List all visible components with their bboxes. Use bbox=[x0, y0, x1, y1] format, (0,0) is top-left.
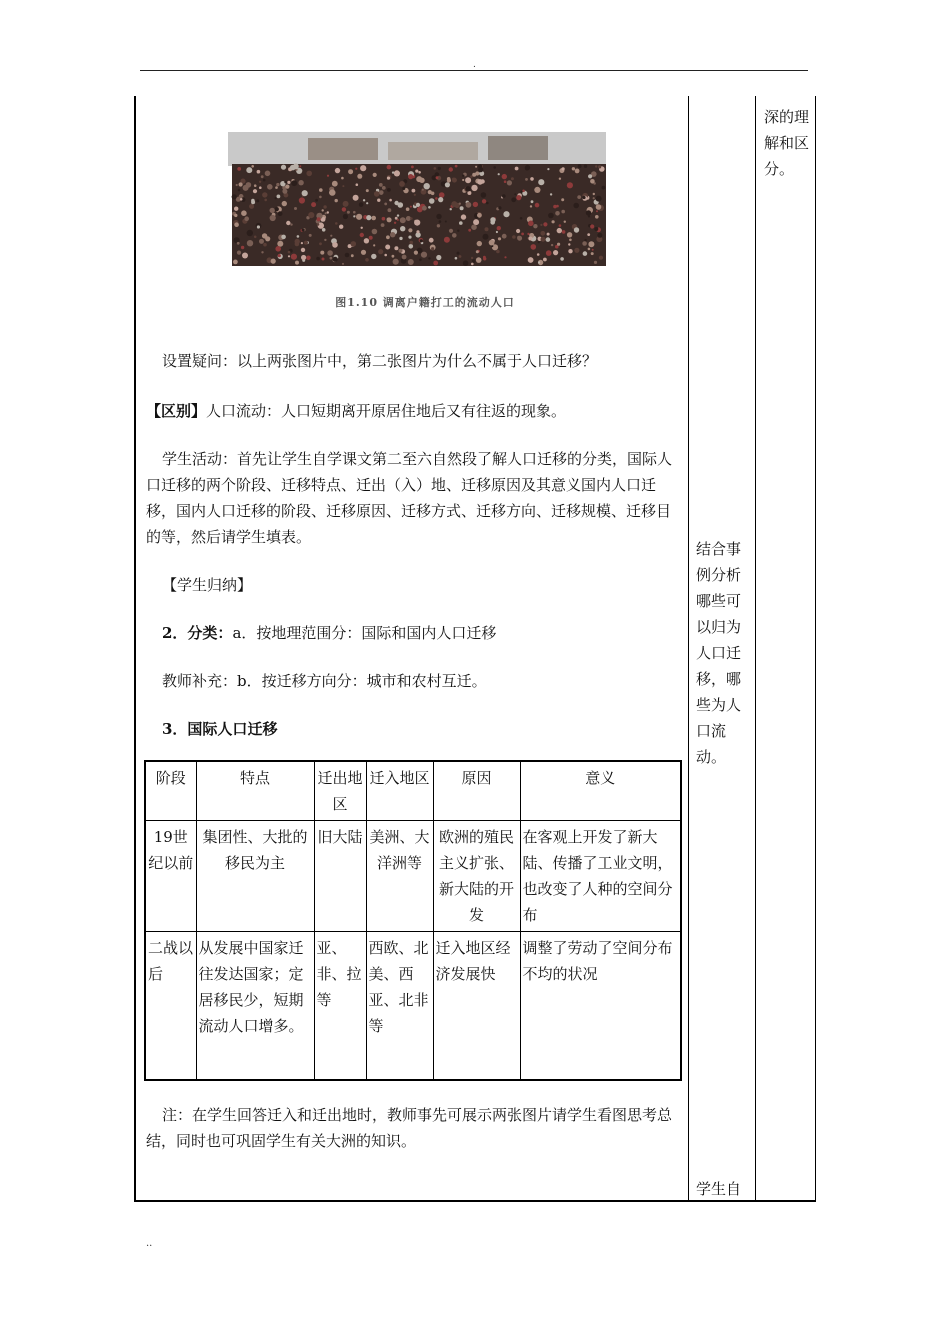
classification-paragraph bbox=[146, 620, 684, 646]
side-note-right-top: 深的理解和区分。 bbox=[764, 108, 810, 178]
distinction-label: 【区别】 bbox=[146, 402, 207, 420]
cell-destination: 西欧、北美、西亚、北非等 bbox=[366, 932, 433, 1080]
cell-features: 从发展中国家迁往发达国家；定居移民少，短期流动人口增多。 bbox=[196, 932, 314, 1080]
side-note-middle-bottom: 学生自 bbox=[696, 1180, 742, 1198]
question-paragraph: 设置疑问：以上两张图片中，第二张图片为什么不属于人口迁移？ bbox=[162, 352, 598, 370]
cell-significance: 调整了劳动了空间分布不均的状况 bbox=[520, 932, 681, 1080]
cell-destination: 美洲、大洋洲等 bbox=[366, 821, 433, 932]
header-stage: 阶段 bbox=[145, 761, 196, 821]
cell-origin: 旧大陆 bbox=[314, 821, 366, 932]
international-migration-table bbox=[144, 760, 682, 1081]
cell-stage: 19世纪以前 bbox=[145, 821, 196, 932]
photo-caption: 图1.10 调离户籍打工的流动人口 bbox=[335, 296, 515, 309]
side-note-middle: 结合事例分析哪些可以归为人口迁移，哪些为人口流动。 bbox=[696, 540, 742, 766]
cell-cause: 欧洲的殖民主义扩张、新大陆的开发 bbox=[433, 821, 520, 932]
classification-label: 2．分类： bbox=[162, 624, 233, 642]
table-row bbox=[145, 932, 681, 1080]
header-cause: 原因 bbox=[433, 761, 520, 821]
summary-label: 【学生归纳】 bbox=[162, 576, 253, 594]
footer-mark: .. bbox=[146, 1238, 153, 1249]
frame-left-border bbox=[134, 96, 136, 1200]
teacher-note: 教师补充：b．按迁移方向分：城市和农村互迁。 bbox=[162, 672, 487, 690]
classification-text: a．按地理范围分：国际和国内人口迁移 bbox=[232, 624, 497, 642]
header-features: 特点 bbox=[196, 761, 314, 821]
frame-divider-2 bbox=[755, 96, 756, 1200]
header-significance: 意义 bbox=[520, 761, 681, 821]
header-mark: . bbox=[473, 60, 476, 70]
cell-features: 集团性、大批的移民为主 bbox=[196, 821, 314, 932]
crowd-photo-image bbox=[218, 124, 606, 286]
footnote-paragraph: 注：在学生回答迁入和迁出地时，教师事先可展示两张图片请学生看图思考总结，同时也可巩固学生有关大洲的知识。 bbox=[146, 1106, 673, 1150]
distinction-text: 人口流动：人口短期离开原居住地后又有往返的现象。 bbox=[206, 402, 567, 420]
frame-right-border bbox=[815, 96, 816, 1200]
international-heading: 3．国际人口迁移 bbox=[162, 720, 278, 738]
cell-cause: 迁入地区经济发展快 bbox=[433, 932, 520, 1080]
crowd-photo bbox=[218, 124, 606, 286]
header-origin: 迁出地区 bbox=[314, 761, 366, 821]
header-rule bbox=[140, 70, 808, 71]
frame-divider-1 bbox=[688, 96, 689, 1200]
table-row bbox=[145, 821, 681, 932]
distinction-paragraph bbox=[146, 398, 684, 424]
cell-origin: 亚、非、拉等 bbox=[314, 932, 366, 1080]
header-destination: 迁入地区 bbox=[366, 761, 433, 821]
table-header-row bbox=[145, 761, 681, 821]
activity-paragraph: 学生活动：首先让学生自学课文第二至六自然段了解人口迁移的分类，国际人口迁移的两个阶段、迁移特点、迁出（入）地、迁移原因及其意义国内人口迁移，国内人口迁移的阶段、迁移原因、迁移方式、迁移方向、迁移规模、迁移目的等，然后请学生填表。 bbox=[146, 450, 673, 546]
cell-significance: 在客观上开发了新大陆、传播了工业文明，也改变了人种的空间分布 bbox=[520, 821, 681, 932]
cell-stage: 二战以后 bbox=[145, 932, 196, 1080]
